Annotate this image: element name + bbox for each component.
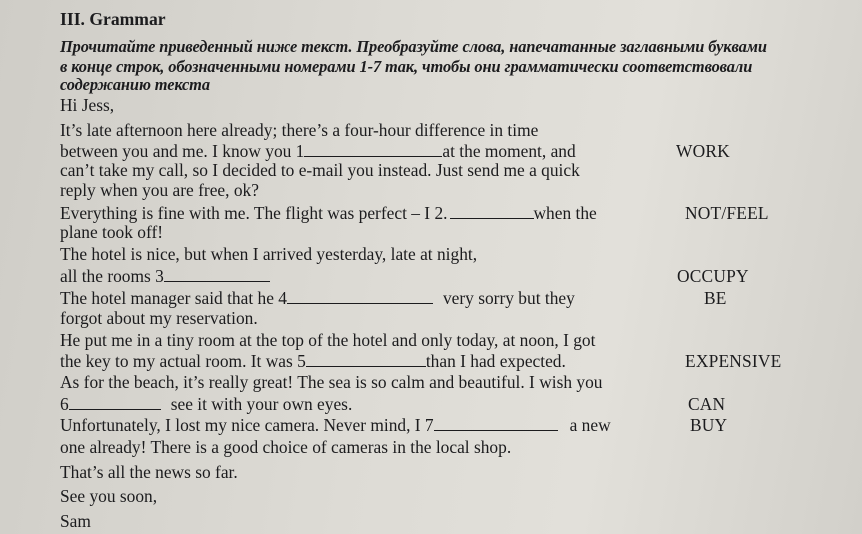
letter-line: As for the beach, it’s really great! The sea is so calm and beautiful. I wish you	[60, 372, 603, 392]
keyword-2: NOT/FEEL	[685, 203, 769, 223]
answer-blank-1[interactable]	[304, 142, 442, 157]
keyword-6: CAN	[688, 394, 726, 414]
answer-blank-3[interactable]	[164, 267, 270, 282]
letter-text: at the moment, and	[442, 141, 576, 161]
letter-line: The hotel is nice, but when I arrived yesterday, late at night,	[60, 244, 478, 264]
keyword-3: OCCUPY	[677, 266, 749, 286]
letter-sign-off: See you soon,	[60, 486, 158, 506]
letter-text: all the rooms 3	[60, 266, 164, 286]
letter-text: 6	[60, 394, 69, 414]
letter-line-gap-5	[60, 351, 566, 371]
letter-text: The hotel manager said that he 4	[60, 288, 287, 308]
letter-text: a new	[569, 415, 611, 435]
letter-line: It’s late afternoon here already; there’s a four-hour difference in time	[60, 120, 539, 140]
answer-blank-7[interactable]	[434, 416, 558, 431]
letter-text: when the	[533, 203, 597, 223]
letter-signature: Sam	[60, 511, 91, 531]
instruction-line-2: в конце строк, обозначенными номерами 1-7 так, чтобы они грамматически соответствовали	[60, 57, 753, 76]
letter-text: Everything is fine with me. The flight was perfect – I 2.	[60, 203, 448, 223]
letter-text: very sorry but they	[442, 288, 575, 308]
keyword-1: WORK	[676, 141, 730, 161]
letter-text: Unfortunately, I lost my nice camera. Never mind, I 7	[60, 415, 434, 435]
letter-text: between you and me. I know you 1	[60, 141, 305, 161]
letter-line-gap-4	[60, 288, 575, 308]
letter-line: one already! There is a good choice of cameras in the local shop.	[60, 437, 512, 457]
letter-line: plane took off!	[60, 222, 164, 242]
letter-line-gap-3	[60, 266, 270, 286]
keyword-5: EXPENSIVE	[685, 351, 782, 371]
letter-closing: That’s all the news so far.	[60, 462, 238, 482]
letter-line: forgot about my reservation.	[60, 308, 258, 328]
answer-blank-6[interactable]	[69, 395, 161, 410]
letter-line: reply when you are free, ok?	[60, 180, 259, 200]
letter-text: the key to my actual room. It was 5	[60, 351, 306, 371]
letter-line: can’t take my call, so I decided to e-mail you instead. Just send me a quick	[60, 160, 580, 180]
section-title: III. Grammar	[60, 9, 166, 29]
letter-text: see it with your own eyes.	[170, 394, 353, 414]
letter-line-gap-7	[60, 415, 611, 435]
letter-greeting: Hi Jess,	[60, 95, 115, 115]
instruction-line-1: Прочитайте приведенный ниже текст. Преобразуйте слова, напечатанные заглавными буквами	[60, 37, 767, 56]
letter-line-gap-2	[60, 203, 597, 223]
answer-blank-2[interactable]	[450, 204, 534, 219]
letter-text: than I had expected.	[425, 351, 566, 371]
keyword-4: BE	[704, 288, 727, 308]
letter-line: He put me in a tiny room at the top of the hotel and only today, at noon, I got	[60, 330, 596, 350]
letter-line-gap-1	[60, 141, 576, 161]
instruction-line-3: содержанию текста	[60, 75, 210, 94]
letter-line-gap-6	[60, 394, 352, 414]
answer-blank-4[interactable]	[287, 289, 433, 304]
keyword-7: BUY	[690, 415, 728, 435]
answer-blank-5[interactable]	[306, 352, 426, 367]
